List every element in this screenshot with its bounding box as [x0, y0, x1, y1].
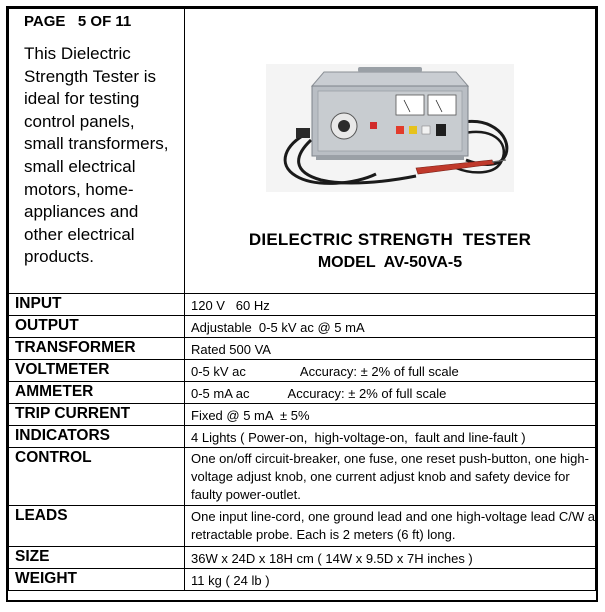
spec-row-weight: [9, 569, 596, 591]
spec-row-trip-current: [9, 404, 596, 426]
spec-value: 120 V 60 Hz: [185, 294, 596, 316]
ammeter-accuracy: Accuracy: ± 2% of full scale: [287, 386, 447, 401]
intro-text: This Dielectric Strength Tester is ideal for testing control panels, small transformers, small electrical motors, home-appliances and other electrical products.: [24, 44, 169, 267]
spec-label: TRANSFORMER: [9, 338, 185, 360]
spec-label: LEADS: [9, 506, 185, 547]
spec-label: AMMETER: [9, 382, 185, 404]
spec-row-leads: [9, 506, 596, 547]
spec-label: TRIP CURRENT: [9, 404, 185, 426]
spec-value: 36W x 24D x 18H cm ( 14W x 9.5D x 7H inches ): [185, 547, 596, 569]
spec-row-indicators: [9, 426, 596, 448]
spec-row-transformer: [9, 338, 596, 360]
spec-label: SIZE: [9, 547, 185, 569]
intro-cell: [9, 9, 185, 294]
spec-value: One input line-cord, one ground lead and one high-voltage lead C/W a retractable probe. Each is 2 meters (6 ft) long.: [185, 506, 596, 547]
spec-value: One on/off circuit-breaker, one fuse, one reset push-button, one high-voltage adjust knob, one current adjust knob and safety device for faulty power-outlet.: [185, 448, 596, 506]
voltmeter-accuracy: Accuracy: ± 2% of full scale: [299, 364, 459, 379]
spec-value: Rated 500 VA: [185, 338, 596, 360]
header-row: [9, 9, 596, 294]
spec-row-size: [9, 547, 596, 569]
spec-label: INDICATORS: [9, 426, 185, 448]
product-photo: [266, 64, 514, 192]
spec-value: [185, 360, 596, 382]
spec-value: Adjustable 0-5 kV ac @ 5 mA: [185, 316, 596, 338]
ammeter-range: 0-5 mA ac: [191, 386, 250, 401]
spec-label: INPUT: [9, 294, 185, 316]
page-label: PAGE 5 OF 11: [24, 13, 132, 30]
spec-row-input: [9, 294, 596, 316]
spec-row-voltmeter: [9, 360, 596, 382]
spec-row-ammeter: [9, 382, 596, 404]
product-cell: [185, 9, 596, 294]
spec-row-output: [9, 316, 596, 338]
voltmeter-range: 0-5 kV ac: [191, 364, 246, 379]
spec-value: 4 Lights ( Power-on, high-voltage-on, fault and line-fault ): [185, 426, 596, 448]
spec-value: [185, 382, 596, 404]
spec-label: CONTROL: [9, 448, 185, 506]
spec-label: WEIGHT: [9, 569, 185, 591]
spec-sheet: [6, 6, 598, 602]
spec-value: Fixed @ 5 mA ± 5%: [185, 404, 596, 426]
spec-row-control: [9, 448, 596, 506]
spec-label: OUTPUT: [9, 316, 185, 338]
product-title: DIELECTRIC STRENGTH TESTER: [248, 230, 532, 249]
spec-value: 11 kg ( 24 lb ): [185, 569, 596, 591]
spec-table: [8, 8, 596, 591]
product-model: MODEL AV-50VA-5: [317, 254, 463, 271]
spec-label: VOLTMETER: [9, 360, 185, 382]
tester-device-image: [266, 64, 514, 192]
